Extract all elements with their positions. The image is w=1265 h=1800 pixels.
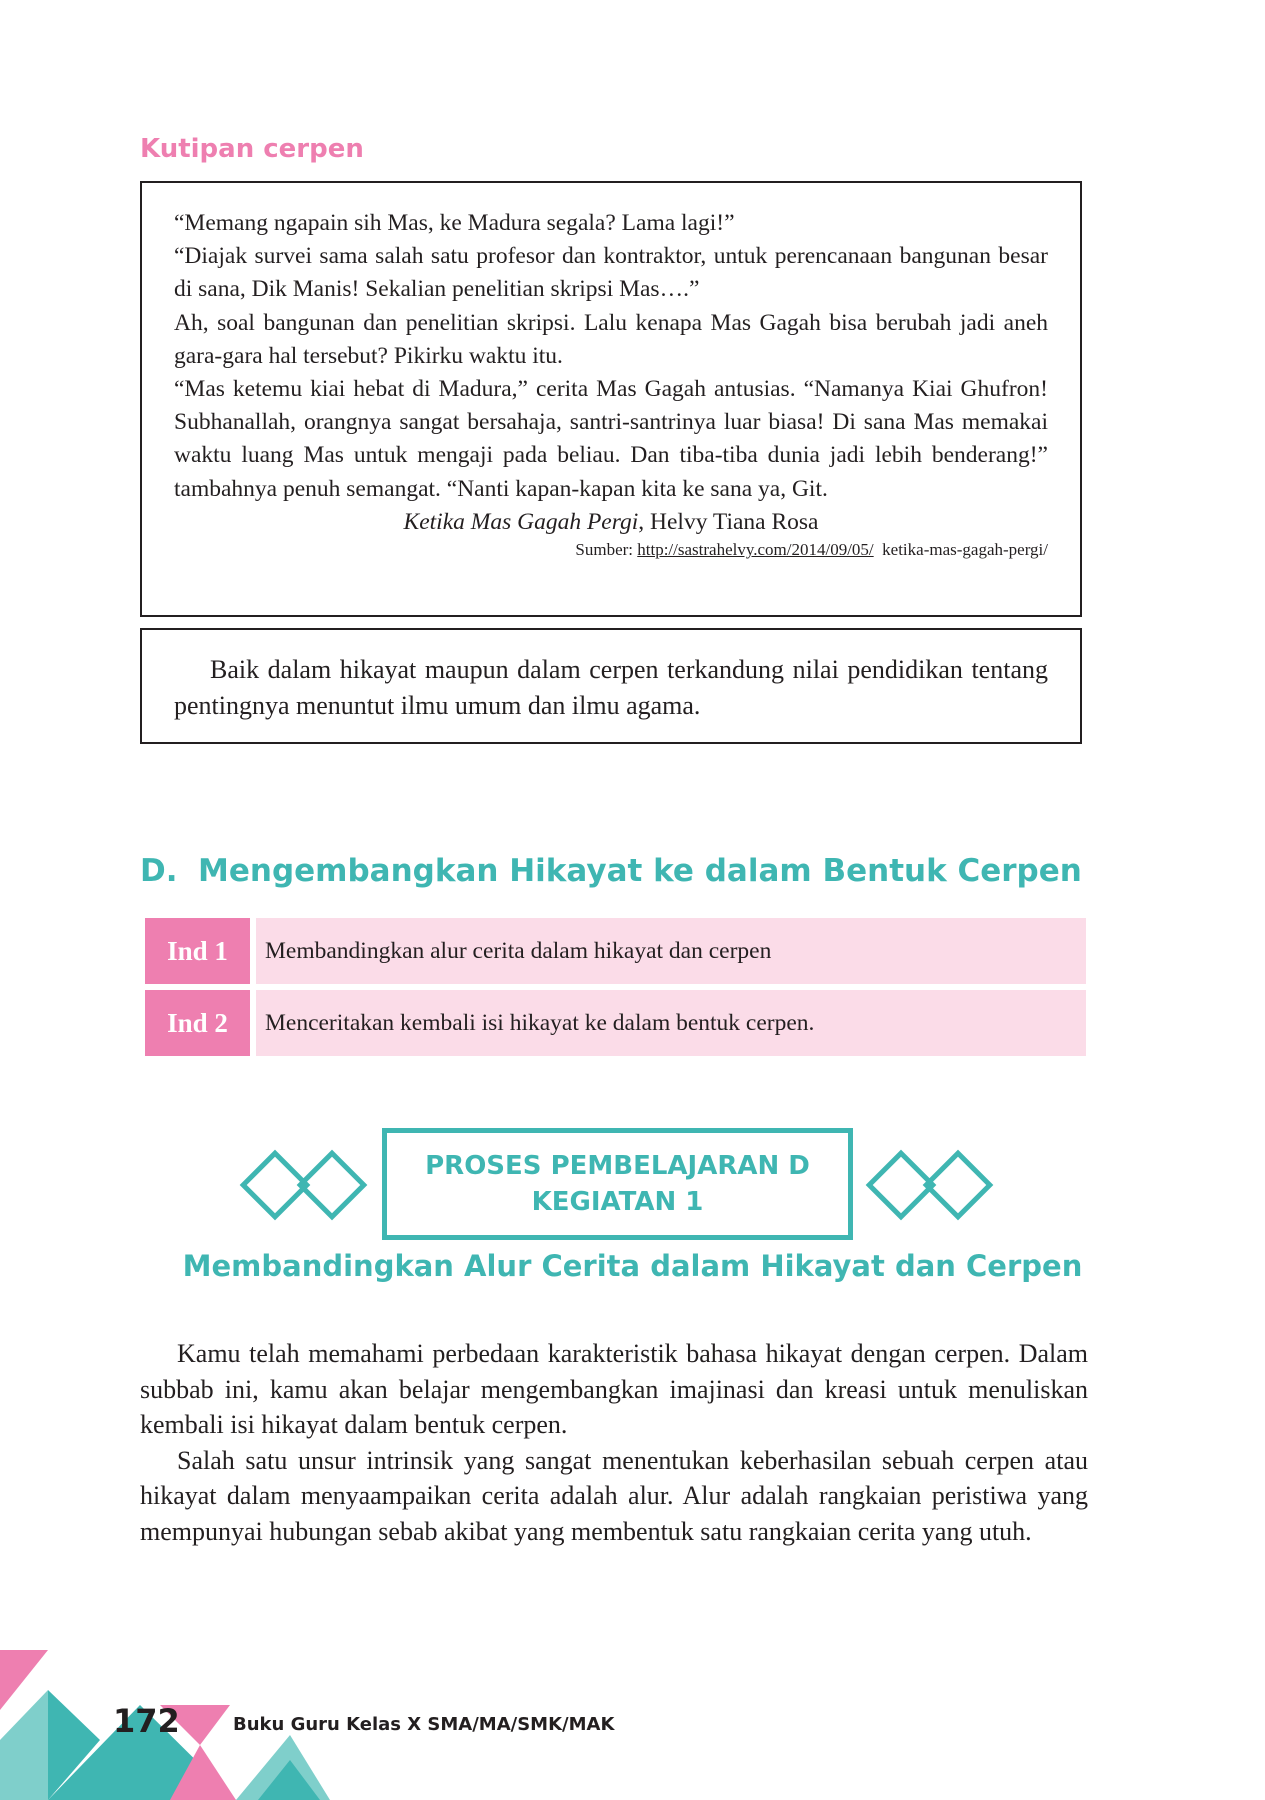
citation-title: Ketika Mas Gagah Pergi (403, 508, 639, 535)
body-paragraph: Salah satu unsur intrinsik yang sangat menentukan keberhasilan sebuah cerpen atau hikayat dalam menyaampaikan cerita adalah alur. Alur adalah rangkaian peristiwa yang mempunyai hubungan sebab akibat yang membentuk satu rangkaian cerita yang utuh. (140, 1445, 1088, 1546)
process-banner (382, 1128, 853, 1240)
indicator-label: Ind 1 (145, 918, 250, 984)
quote-citation (174, 506, 1048, 539)
book-title: Buku Guru Kelas X SMA/MA/SMK/MAK (233, 1714, 615, 1735)
quote-paragraph: “Mas ketemu kiai hebat di Madura,” cerita Mas Gagah antusias. “Namanya Kiai Ghufron! Subhanallah, orangnya sangat bersahaja, santri-santrinya luar biasa! Di sana Mas memakai waktu luang Mas untuk mengaji pada beliau. Dan tiba-tiba dunia jadi lebih benderang!” tambahnya penuh semangat. “Nanti kapan-kapan kita ke sana ya, Git. (174, 376, 1048, 502)
body-paragraph: Kamu telah memahami perbedaan karakteristik bahasa hikayat dengan cerpen. Dalam subbab ini, kamu akan belajar mengembangkan imajinasi dan kreasi untuk menuliskan kembali isi hikayat dalam bentuk cerpen. (140, 1339, 1088, 1439)
quote-box (140, 181, 1082, 617)
section-letter: D. (140, 853, 178, 889)
quote-paragraph: “Diajak survei sama salah satu profesor dan kontraktor, untuk perencanaan bangunan besar di sana, Dik Manis! Sekalian penelitian skripsi Mas….” (174, 243, 1048, 303)
process-line-2: KEGIATAN 1 (531, 1187, 704, 1217)
diamond-ornament-icon (297, 1150, 368, 1221)
process-line-1: PROSES PEMBELAJARAN D (425, 1151, 810, 1181)
note-text: Baik dalam hikayat maupun dalam cerpen terkandung nilai pendidikan tentang pentingnya menuntut ilmu umum dan ilmu agama. (174, 655, 1048, 720)
source-label: Sumber: (575, 540, 638, 560)
citation-author: , Helvy Tiana Rosa (638, 508, 819, 535)
quote-paragraph: “Memang ngapain sih Mas, ke Madura segala? Lama lagi!” (174, 210, 735, 236)
body-text (140, 1336, 1088, 1549)
indicator-label: Ind 2 (145, 990, 250, 1056)
page-number: 172 (113, 1702, 180, 1740)
indicator-text: Membandingkan alur cerita dalam hikayat dan cerpen (256, 918, 1086, 984)
indicator-text: Menceritakan kembali isi hikayat ke dalam bentuk cerpen. (256, 990, 1086, 1056)
note-box (140, 628, 1082, 744)
quote-paragraph: Ah, soal bangunan dan penelitian skripsi. Lalu kenapa Mas Gagah bisa berubah jadi aneh gara-gara hal tersebut? Pikirku waktu itu. (174, 309, 1048, 369)
activity-title: Membandingkan Alur Cerita dalam Hikayat dan Cerpen (182, 1249, 1083, 1283)
quote-heading: Kutipan cerpen (140, 134, 364, 164)
section-title (140, 853, 1082, 889)
quote-source (174, 539, 1048, 561)
diamond-ornament-icon (923, 1150, 994, 1221)
section-title-text: Mengembangkan Hikayat ke dalam Bentuk Cerpen (198, 853, 1082, 889)
source-link[interactable]: http://sastrahelvy.com/2014/09/05/ (637, 540, 874, 560)
source-tail: ketika-mas-gagah-pergi/ (873, 540, 1048, 560)
